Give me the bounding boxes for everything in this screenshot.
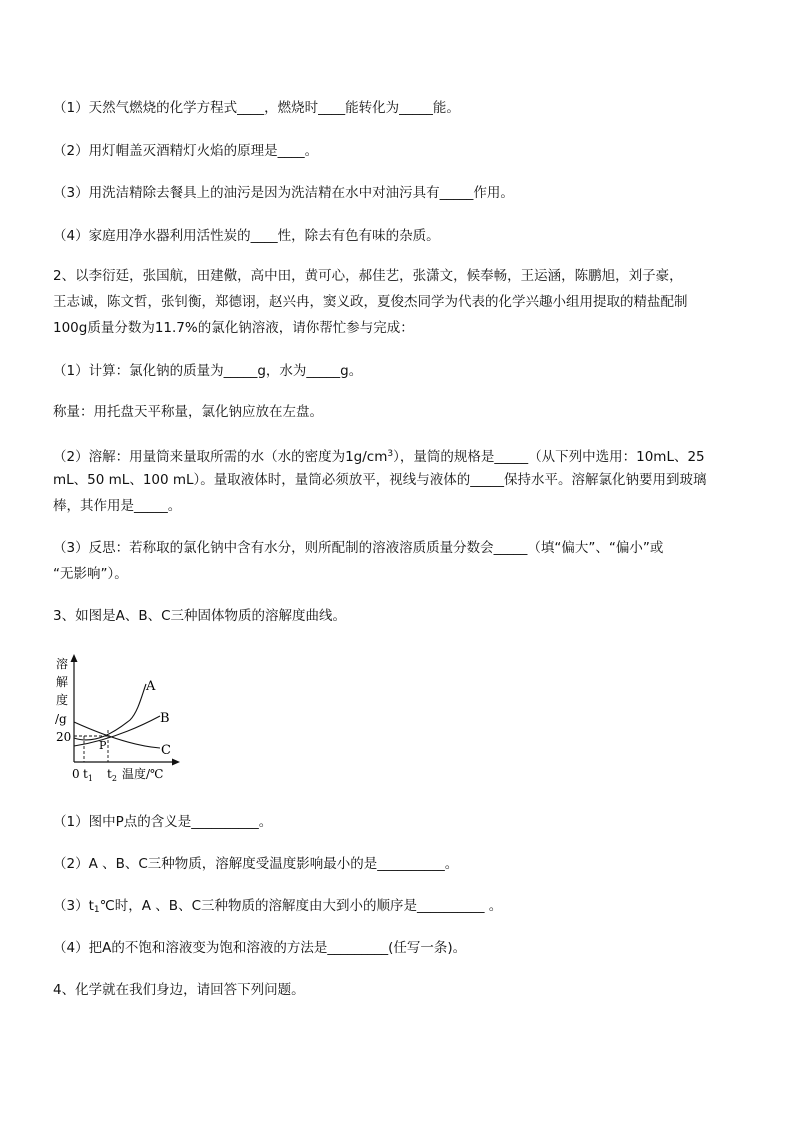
x-axis-label: 温度/℃ [122, 767, 164, 781]
q3-part-4: （4）把A的不饱和溶液变为饱和溶液的方法是_________(任写一条)。 [53, 940, 467, 956]
origin-label: 0 [72, 767, 80, 781]
point-p-label: P [99, 739, 107, 752]
curve-b-label: B [160, 711, 170, 726]
t1-label: $t_1$ [83, 767, 93, 783]
y-axis-arrow-icon [71, 654, 78, 662]
q3-part-3 [53, 896, 754, 920]
q3-part-3-text: ℃时，A 、B、C三种物质的溶解度由大到小的顺序是__________ 。 [99, 898, 503, 914]
q2-part-2-superscript: 3 [387, 449, 394, 459]
q1-part-2: （2）用灯帽盖灭酒精灯火焰的原理是____。 [53, 143, 319, 159]
q4-intro: 4、化学就在我们身边，请回答下列问题。 [53, 982, 305, 998]
q2-weigh-note: 称量：用托盘天平称量，氯化钠应放在左盘。 [53, 404, 323, 420]
q2-part-2-line-2: mL、50 mL、100 mL）。量取液体时，量筒必须放平，视线与液体的_____保持水平。溶解氯化钠要用到玻璃 [53, 472, 707, 488]
y-axis-label-3: 度 [56, 693, 69, 707]
q1-part-3: （3）用洗洁精除去餐具上的油污是因为洗洁精在水中对油污具有_____作用。 [53, 185, 514, 201]
q2-part-2-line-1 [53, 444, 754, 467]
q3-intro: 3、如图是A、B、C三种固体物质的溶解度曲线。 [53, 608, 347, 624]
q2-part-2-line-3: 棒，其作用是_____。 [53, 498, 182, 514]
q3-part-2: （2）A 、B、C三种物质，溶解度受温度影响最小的是__________。 [53, 856, 459, 872]
y-axis-label-4: /g [55, 712, 67, 726]
t2-label: $t_2$ [107, 767, 117, 783]
y-tick-20: 20 [56, 730, 72, 744]
solubility-curve-figure [50, 650, 190, 785]
q2-intro-line-1: 2、以李衍廷，张国航，田建儆，高中田，黄可心，郝佳艺，张潇文，候奉畅，王运涵，陈鹏旭，刘子豪， [53, 268, 683, 284]
q2-part-3-line-2: “无影响”）。 [53, 566, 128, 582]
q2-part-1: （1）计算：氯化钠的质量为_____g，水为_____g。 [53, 363, 363, 379]
q2-part-3-line-1: （3）反思：若称取的氯化钠中含有水分，则所配制的溶液溶质质量分数会_____（填“偏大”、“偏小”或 [53, 540, 664, 556]
curve-b [74, 716, 160, 746]
q2-part-2-text-a: （2）溶解：用量筒来量取所需的水（水的密度为1g/cm [53, 449, 388, 465]
q1-part-4: （4）家庭用净水器利用活性炭的____性，除去有色有味的杂质。 [53, 228, 440, 244]
curve-a-label: A [146, 679, 156, 694]
q3-part-1: （1）图中P点的含义是__________。 [53, 814, 273, 830]
y-axis-label-2: 解 [56, 675, 69, 689]
curve-c-label: C [161, 743, 171, 758]
q3-part-3-subscript: 1 [93, 905, 100, 915]
curve-a [74, 684, 146, 740]
q1-part-1: （1）天然气燃烧的化学方程式____，燃烧时____能转化为_____能。 [53, 100, 460, 116]
q2-intro-line-3: 100g质量分数为11.7%的氯化钠溶液，请你帮忙参与完成： [53, 320, 414, 336]
y-axis-label-1: 溶 [56, 657, 69, 671]
q2-part-2-text-b: ），量筒的规格是_____（从下列中选用：10mL、25 [393, 449, 705, 465]
x-axis-arrow-icon [172, 759, 180, 766]
q2-intro-line-2: 王志诚，陈文哲，张钊衡，郑德诩，赵兴冉，窦义政，夏俊杰同学为代表的化学兴趣小组用提取的精盐配制 [53, 294, 688, 310]
q3-part-3-prefix: （3）t [53, 898, 94, 914]
